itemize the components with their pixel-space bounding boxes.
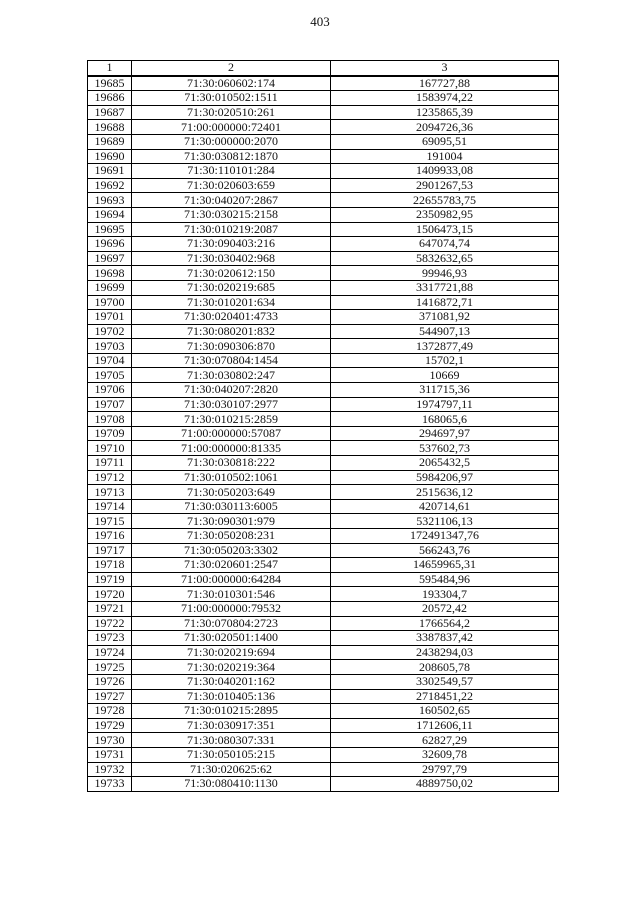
cadastral-number-cell: 71:30:080410:1130 <box>132 777 331 792</box>
value-cell: 172491347,76 <box>331 529 559 544</box>
row-number-cell: 19692 <box>88 178 132 193</box>
value-cell: 647074,74 <box>331 237 559 252</box>
cadastral-number-cell: 71:30:010215:2859 <box>132 412 331 427</box>
cadastral-number-cell: 71:30:020601:2547 <box>132 558 331 573</box>
table-row <box>88 704 559 719</box>
cadastral-number-cell: 71:30:090306:870 <box>132 339 331 354</box>
row-number-cell: 19702 <box>88 324 132 339</box>
value-cell: 208605,78 <box>331 660 559 675</box>
table-row <box>88 645 559 660</box>
table-row <box>88 747 559 762</box>
cadastral-number-cell: 71:30:050203:3302 <box>132 543 331 558</box>
value-cell: 2350982,95 <box>331 207 559 222</box>
table-row <box>88 222 559 237</box>
row-number-cell: 19730 <box>88 733 132 748</box>
value-cell: 544907,13 <box>331 324 559 339</box>
value-cell: 32609,78 <box>331 747 559 762</box>
table-row <box>88 601 559 616</box>
table-row <box>88 558 559 573</box>
row-number-cell: 19689 <box>88 134 132 149</box>
value-cell: 1409933,08 <box>331 164 559 179</box>
value-cell: 62827,29 <box>331 733 559 748</box>
row-number-cell: 19722 <box>88 616 132 631</box>
value-cell: 311715,36 <box>331 383 559 398</box>
row-number-cell: 19712 <box>88 470 132 485</box>
value-cell: 1766564,2 <box>331 616 559 631</box>
table-row <box>88 105 559 120</box>
cadastral-number-cell: 71:30:010201:634 <box>132 295 331 310</box>
table-row <box>88 324 559 339</box>
value-cell: 69095,51 <box>331 134 559 149</box>
cadastral-number-cell: 71:30:020603:659 <box>132 178 331 193</box>
row-number-cell: 19706 <box>88 383 132 398</box>
table-row <box>88 164 559 179</box>
table-row <box>88 193 559 208</box>
row-number-cell: 19708 <box>88 412 132 427</box>
row-number-cell: 19703 <box>88 339 132 354</box>
table-body <box>88 76 559 792</box>
cadastral-number-cell: 71:30:080307:331 <box>132 733 331 748</box>
table-row <box>88 616 559 631</box>
row-number-cell: 19725 <box>88 660 132 675</box>
table-row <box>88 426 559 441</box>
cadastral-number-cell: 71:30:080201:832 <box>132 324 331 339</box>
value-cell: 537602,73 <box>331 441 559 456</box>
table-row <box>88 587 559 602</box>
column-header-3: 3 <box>331 61 559 76</box>
cadastral-number-cell: 71:30:030215:2158 <box>132 207 331 222</box>
value-cell: 371081,92 <box>331 310 559 325</box>
row-number-cell: 19733 <box>88 777 132 792</box>
cadastral-number-cell: 71:30:020219:685 <box>132 280 331 295</box>
row-number-cell: 19720 <box>88 587 132 602</box>
row-number-cell: 19727 <box>88 689 132 704</box>
value-cell: 167727,88 <box>331 76 559 91</box>
cadastral-number-cell: 71:00:000000:79532 <box>132 601 331 616</box>
value-cell: 3387837,42 <box>331 631 559 646</box>
cadastral-number-cell: 71:30:030802:247 <box>132 368 331 383</box>
row-number-cell: 19721 <box>88 601 132 616</box>
cadastral-number-cell: 71:30:010215:2895 <box>132 704 331 719</box>
column-header-1: 1 <box>88 61 132 76</box>
value-cell: 5321106,13 <box>331 514 559 529</box>
cadastral-number-cell: 71:30:030107:2977 <box>132 397 331 412</box>
table-row <box>88 762 559 777</box>
row-number-cell: 19728 <box>88 704 132 719</box>
row-number-cell: 19707 <box>88 397 132 412</box>
table-row <box>88 353 559 368</box>
table-row <box>88 674 559 689</box>
row-number-cell: 19686 <box>88 91 132 106</box>
row-number-cell: 19699 <box>88 280 132 295</box>
table-row <box>88 718 559 733</box>
cadastral-number-cell: 71:30:070804:1454 <box>132 353 331 368</box>
row-number-cell: 19695 <box>88 222 132 237</box>
table-row <box>88 543 559 558</box>
value-cell: 1712606,11 <box>331 718 559 733</box>
cadastral-number-cell: 71:30:030402:968 <box>132 251 331 266</box>
value-cell: 1974797,11 <box>331 397 559 412</box>
row-number-cell: 19690 <box>88 149 132 164</box>
table-row <box>88 499 559 514</box>
value-cell: 5832632,65 <box>331 251 559 266</box>
row-number-cell: 19718 <box>88 558 132 573</box>
table-row <box>88 149 559 164</box>
table-row <box>88 631 559 646</box>
cadastral-number-cell: 71:30:020401:4733 <box>132 310 331 325</box>
value-cell: 29797,79 <box>331 762 559 777</box>
cadastral-number-cell: 71:30:050208:231 <box>132 529 331 544</box>
row-number-cell: 19713 <box>88 485 132 500</box>
table-row <box>88 178 559 193</box>
table-row <box>88 470 559 485</box>
cadastral-number-cell: 71:30:010405:136 <box>132 689 331 704</box>
table-row <box>88 397 559 412</box>
cadastral-number-cell: 71:30:060602:174 <box>132 76 331 91</box>
value-cell: 160502,65 <box>331 704 559 719</box>
cadastral-number-cell: 71:30:090403:216 <box>132 237 331 252</box>
row-number-cell: 19694 <box>88 207 132 222</box>
cadastral-number-cell: 71:30:050203:649 <box>132 485 331 500</box>
cadastral-number-cell: 71:30:020625:62 <box>132 762 331 777</box>
value-cell: 294697,97 <box>331 426 559 441</box>
table-row <box>88 295 559 310</box>
row-number-cell: 19691 <box>88 164 132 179</box>
row-number-cell: 19731 <box>88 747 132 762</box>
table-row <box>88 441 559 456</box>
value-cell: 4889750,02 <box>331 777 559 792</box>
cadastral-number-cell: 71:30:110101:284 <box>132 164 331 179</box>
header-row <box>88 61 559 76</box>
row-number-cell: 19732 <box>88 762 132 777</box>
value-cell: 191004 <box>331 149 559 164</box>
row-number-cell: 19715 <box>88 514 132 529</box>
value-cell: 10669 <box>331 368 559 383</box>
column-header-2: 2 <box>132 61 331 76</box>
value-cell: 566243,76 <box>331 543 559 558</box>
table-row <box>88 134 559 149</box>
table-row <box>88 237 559 252</box>
row-number-cell: 19710 <box>88 441 132 456</box>
table-row <box>88 76 559 91</box>
value-cell: 2438294,03 <box>331 645 559 660</box>
value-cell: 2515636,12 <box>331 485 559 500</box>
cadastral-number-cell: 71:30:040207:2867 <box>132 193 331 208</box>
value-cell: 1506473,15 <box>331 222 559 237</box>
value-cell: 22655783,75 <box>331 193 559 208</box>
value-cell: 1416872,71 <box>331 295 559 310</box>
table-row <box>88 339 559 354</box>
table-row <box>88 733 559 748</box>
table-row <box>88 514 559 529</box>
table-row <box>88 383 559 398</box>
row-number-cell: 19711 <box>88 456 132 471</box>
cadastral-number-cell: 71:30:040201:162 <box>132 674 331 689</box>
row-number-cell: 19714 <box>88 499 132 514</box>
value-cell: 20572,42 <box>331 601 559 616</box>
row-number-cell: 19716 <box>88 529 132 544</box>
value-cell: 2094726,36 <box>331 120 559 135</box>
table-row <box>88 207 559 222</box>
cadastral-number-cell: 71:30:020612:150 <box>132 266 331 281</box>
row-number-cell: 19704 <box>88 353 132 368</box>
row-number-cell: 19700 <box>88 295 132 310</box>
table-row <box>88 368 559 383</box>
value-cell: 3317721,88 <box>331 280 559 295</box>
value-cell: 1583974,22 <box>331 91 559 106</box>
value-cell: 99946,93 <box>331 266 559 281</box>
value-cell: 2065432,5 <box>331 456 559 471</box>
table-row <box>88 120 559 135</box>
value-cell: 1372877,49 <box>331 339 559 354</box>
row-number-cell: 19724 <box>88 645 132 660</box>
cadastral-number-cell: 71:30:010219:2087 <box>132 222 331 237</box>
cadastral-number-cell: 71:30:020501:1400 <box>132 631 331 646</box>
row-number-cell: 19717 <box>88 543 132 558</box>
row-number-cell: 19701 <box>88 310 132 325</box>
cadastral-number-cell: 71:30:010502:1511 <box>132 91 331 106</box>
cadastral-number-cell: 71:30:020219:694 <box>132 645 331 660</box>
cadastral-number-cell: 71:30:040207:2820 <box>132 383 331 398</box>
row-number-cell: 19723 <box>88 631 132 646</box>
table-row <box>88 689 559 704</box>
row-number-cell: 19697 <box>88 251 132 266</box>
cadastral-number-cell: 71:00:000000:72401 <box>132 120 331 135</box>
cadastral-number-cell: 71:30:070804:2723 <box>132 616 331 631</box>
table-row <box>88 456 559 471</box>
cadastral-number-cell: 71:30:030917:351 <box>132 718 331 733</box>
cadastral-number-cell: 71:30:030818:222 <box>132 456 331 471</box>
cadastral-number-cell: 71:30:010502:1061 <box>132 470 331 485</box>
row-number-cell: 19687 <box>88 105 132 120</box>
table-row <box>88 777 559 792</box>
cadastral-number-cell: 71:30:030113:6005 <box>132 499 331 514</box>
cadastral-number-cell: 71:00:000000:57087 <box>132 426 331 441</box>
table-row <box>88 280 559 295</box>
row-number-cell: 19688 <box>88 120 132 135</box>
row-number-cell: 19696 <box>88 237 132 252</box>
value-cell: 5984206,97 <box>331 470 559 485</box>
value-cell: 420714,61 <box>331 499 559 514</box>
row-number-cell: 19705 <box>88 368 132 383</box>
value-cell: 14659965,31 <box>331 558 559 573</box>
row-number-cell: 19685 <box>88 76 132 91</box>
table-row <box>88 266 559 281</box>
cadastral-number-cell: 71:30:090301:979 <box>132 514 331 529</box>
cadastral-number-cell: 71:30:010301:546 <box>132 587 331 602</box>
table-row <box>88 529 559 544</box>
table-row <box>88 251 559 266</box>
value-cell: 2901267,53 <box>331 178 559 193</box>
row-number-cell: 19693 <box>88 193 132 208</box>
cadastral-number-cell: 71:30:050105:215 <box>132 747 331 762</box>
data-table <box>87 60 559 792</box>
cadastral-number-cell: 71:30:020510:261 <box>132 105 331 120</box>
table-row <box>88 412 559 427</box>
cadastral-number-cell: 71:30:020219:364 <box>132 660 331 675</box>
table-row <box>88 485 559 500</box>
table-row <box>88 91 559 106</box>
value-cell: 193304,7 <box>331 587 559 602</box>
table-row <box>88 660 559 675</box>
row-number-cell: 19729 <box>88 718 132 733</box>
cadastral-number-cell: 71:30:000000:2070 <box>132 134 331 149</box>
page-number: 403 <box>310 14 330 29</box>
row-number-cell: 19726 <box>88 674 132 689</box>
value-cell: 15702,1 <box>331 353 559 368</box>
cadastral-number-cell: 71:00:000000:81335 <box>132 441 331 456</box>
value-cell: 168065,6 <box>331 412 559 427</box>
value-cell: 595484,96 <box>331 572 559 587</box>
row-number-cell: 19719 <box>88 572 132 587</box>
value-cell: 2718451,22 <box>331 689 559 704</box>
value-cell: 3302549,57 <box>331 674 559 689</box>
cadastral-number-cell: 71:30:030812:1870 <box>132 149 331 164</box>
table-row <box>88 572 559 587</box>
value-cell: 1235865,39 <box>331 105 559 120</box>
cadastral-number-cell: 71:00:000000:64284 <box>132 572 331 587</box>
row-number-cell: 19698 <box>88 266 132 281</box>
row-number-cell: 19709 <box>88 426 132 441</box>
table-row <box>88 310 559 325</box>
